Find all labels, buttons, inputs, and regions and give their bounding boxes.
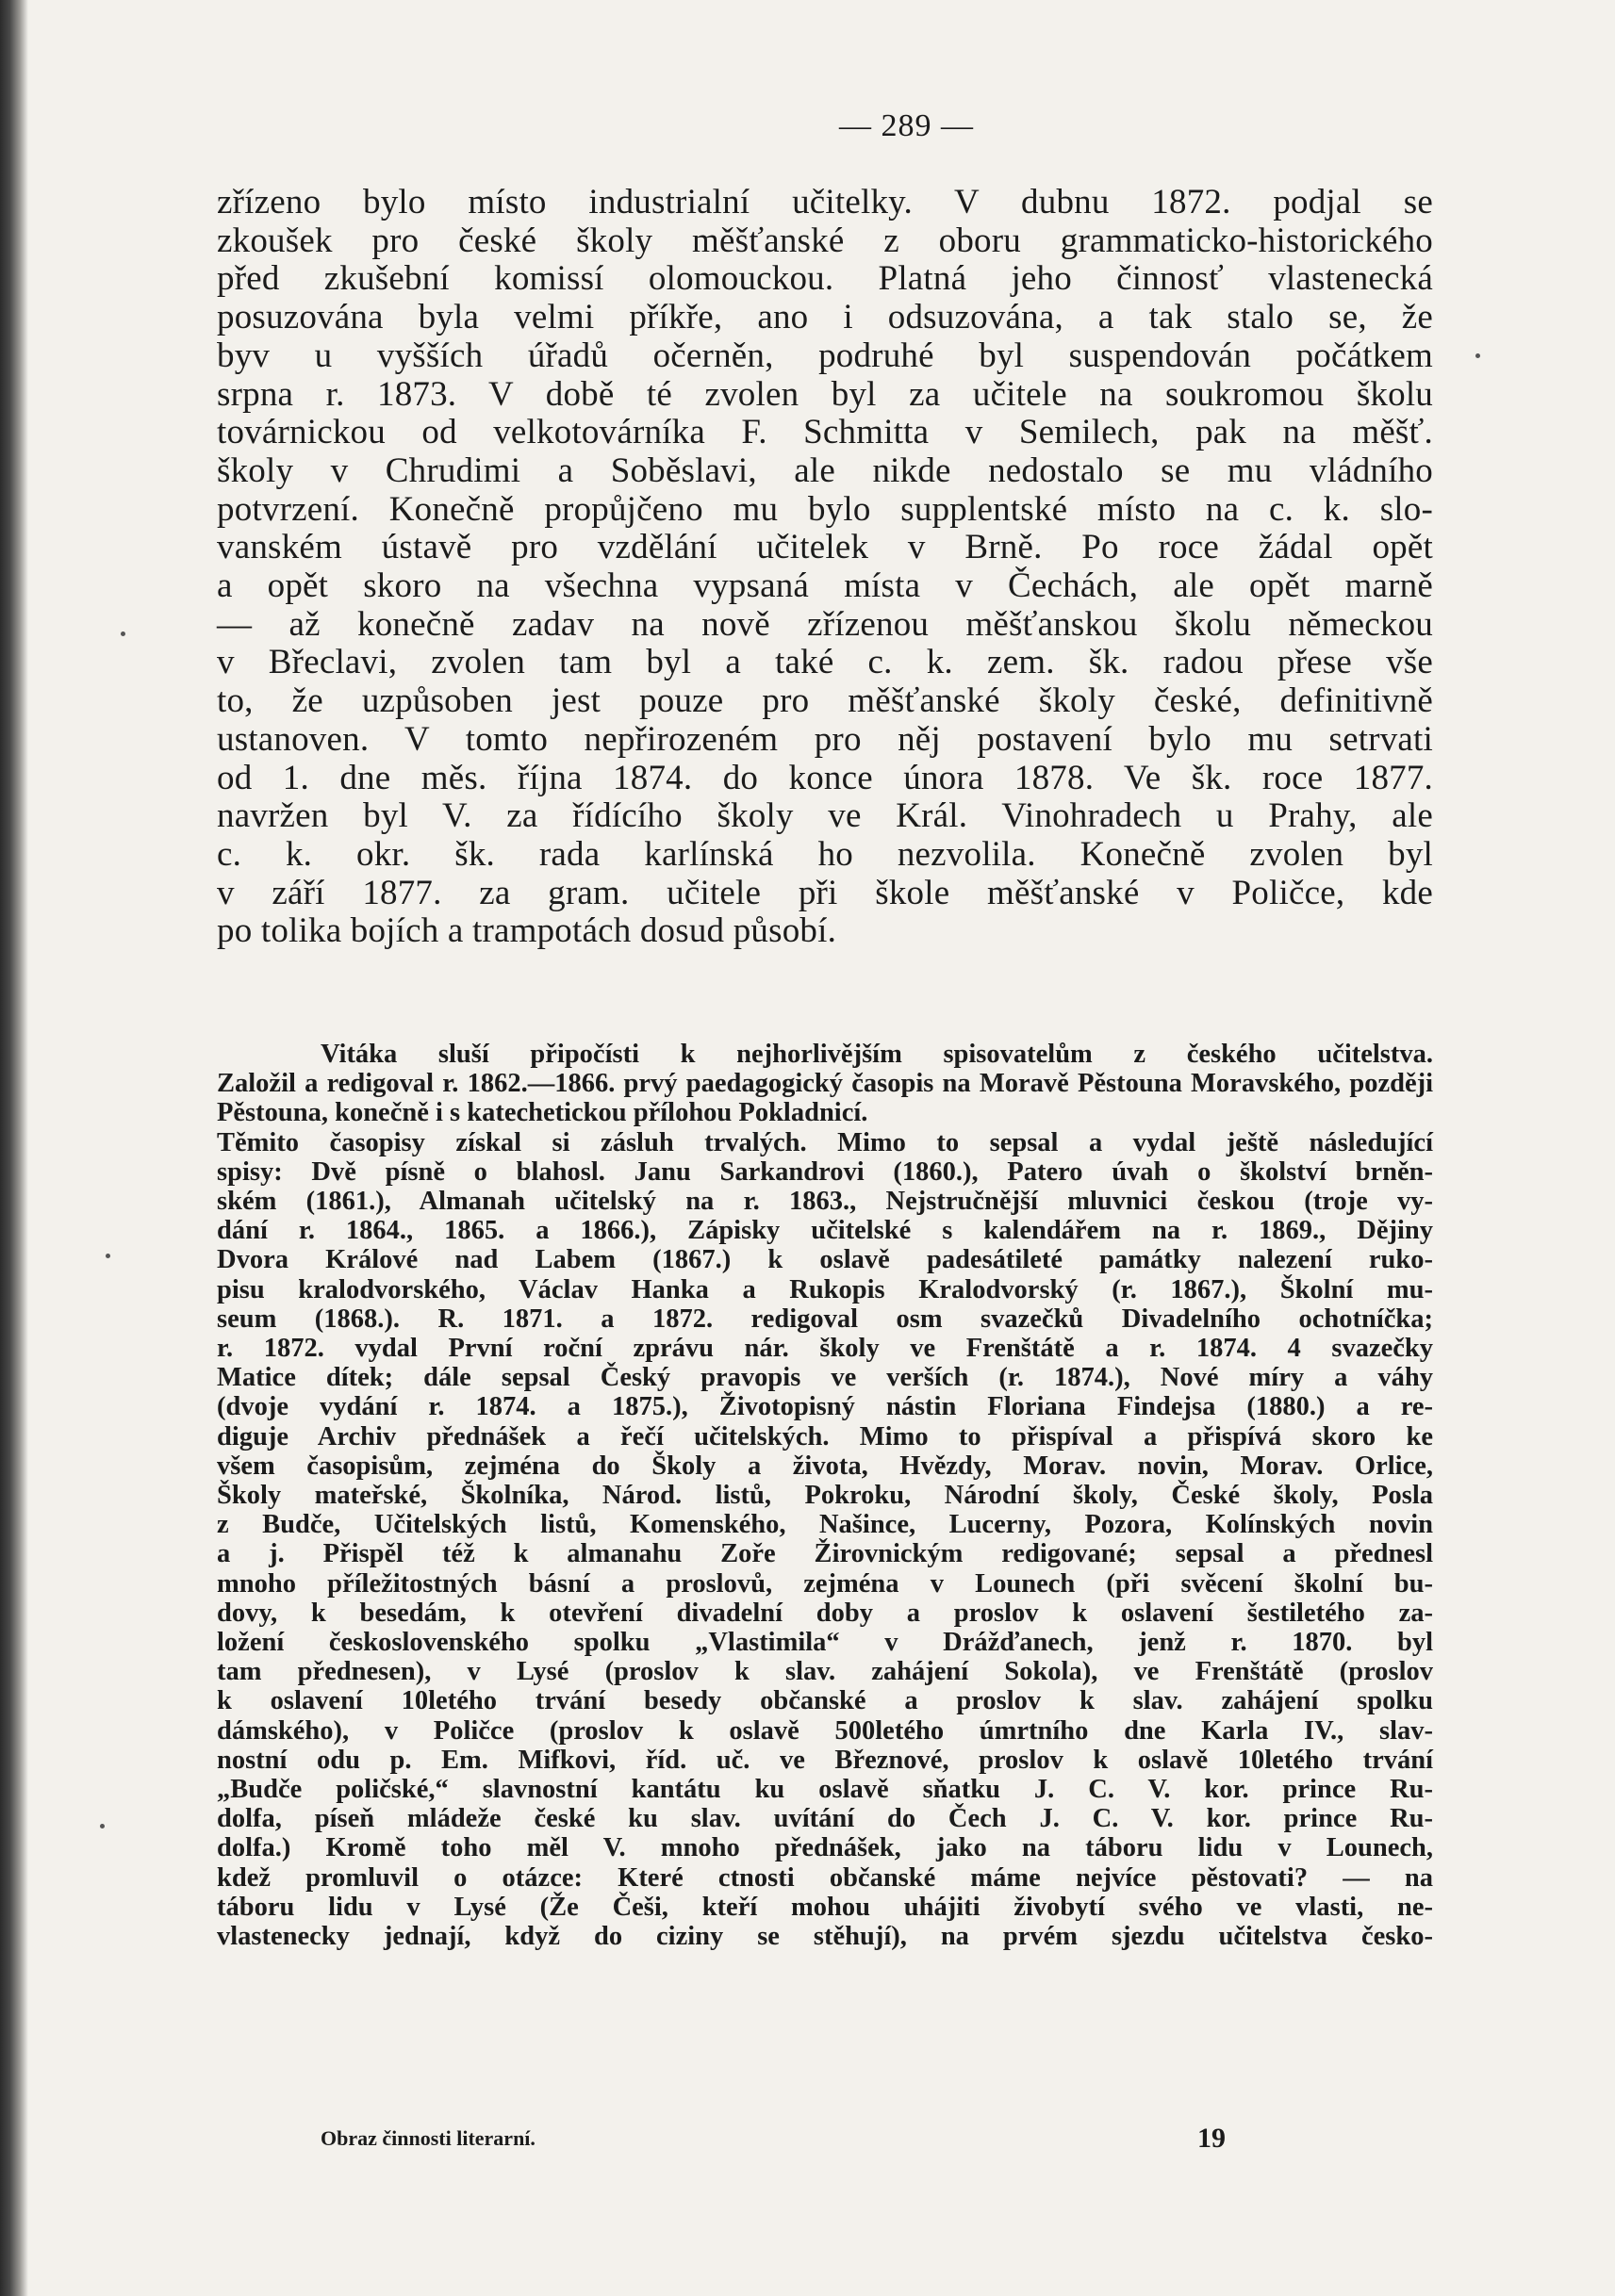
print-speck [1475, 353, 1480, 358]
note-line: tam přednesen), v Lysé (proslov k slav. zahájení Sokola), ve Frenštátě (proslov [217, 1657, 1433, 1687]
main-line: v Břeclavi, zvolen tam byl a také c. k. zem. šk. radou přese vše [217, 643, 1433, 682]
note-line: Dvora Králové nad Labem (1867.) k oslavě padesátileté památky nalezení ruko- [217, 1245, 1433, 1275]
main-line: to, že uzpůsoben jest pouze pro měšťanské školy české, definitivně [217, 681, 1433, 721]
page-footer [321, 2123, 1263, 2154]
note-text [217, 1040, 1433, 1951]
main-line: srpna r. 1873. V době té zvolen byl za učitele na soukromou školu [217, 374, 1433, 414]
print-speck [106, 1254, 110, 1258]
main-line: továrnickou od velkotovárníka F. Schmitta v Semilech, pak na měšť. [217, 413, 1433, 452]
main-line: posuzována byla velmi příkře, ano i odsuzována, a tak stalo se, že [217, 298, 1433, 337]
note-line: seum (1868.). R. 1871. a 1872. redigoval osm svazečků Divadelního ochotníčka; [217, 1304, 1433, 1334]
note-line: ložení československého spolku „Vlastimila“ v Drážďanech, jenž r. 1870. byl [217, 1628, 1433, 1658]
note-line: dolfa.) Kromě toho měl V. mnoho přednášek, jako na táboru lidu v Lounech, [217, 1833, 1433, 1863]
note-line: Vitáka sluší připočísti k nejhorlivějším spisovatelům z českého učitelstva. [321, 1040, 1433, 1069]
main-line: zřízeno bylo místo industrialní učitelky. V dubnu 1872. podjal se [217, 183, 1433, 221]
main-line: po tolika bojích a trampotách dosud působí. [217, 911, 837, 951]
main-line: navržen byl V. za řídícího školy ve Král. Vinohradech u Prahy, ale [217, 796, 1433, 836]
main-line: byv u vyšších úřadů očerněn, podruhé byl suspendován počátkem [217, 336, 1433, 375]
note-line: a j. Přispěl též k almanahu Zoře Žirovnickým redigované; sepsal a přednesl [217, 1539, 1433, 1569]
note-line: nostní odu p. Em. Mifkovi, říd. uč. ve Březnové, proslov k oslavě 10letého trvání [217, 1745, 1433, 1775]
main-line: — až konečně zadav na nově zřízenou měšťanskou školu německou [217, 604, 1433, 644]
main-line: potvrzení. Konečně propůjčeno mu bylo supplentské místo na c. k. slo- [217, 489, 1433, 529]
note-line: dámského), v Poličce (proslov k oslavě 500letého úmrtního dne Karla IV., slav- [217, 1715, 1433, 1746]
main-text [217, 184, 1433, 951]
note-line: Založil a redigoval r. 1862.—1866. prvý paedagogický časopis na Moravě Pěstouna Moravského, později Pěstouna, konečně i s katechetickou přílohou Pokladnicí. [217, 1069, 1433, 1128]
book-binding-edge [0, 0, 28, 2296]
note-line: Školy mateřské, Školníka, Národ. listů, Pokroku, Národní školy, České školy, Posla [217, 1481, 1433, 1511]
note-line: spisy: Dvě písně o blahosl. Janu Sarkandrovi (1860.), Patero úvah o školství brněn- [217, 1156, 1433, 1187]
note-line: „Budče poličské,“ slavnostní kantátu ku oslavě sňatku J. C. V. kor. prince Ru- [217, 1775, 1433, 1805]
main-line: vanském ústavě pro vzdělání učitelek v Brně. Po roce žádal opět [217, 528, 1433, 567]
main-line: ustanoven. V tomto nepřirozeném pro něj postavení bylo mu setrvati [217, 719, 1433, 759]
main-line: zkoušek pro české školy měšťanské z oboru grammaticko-historického [217, 221, 1433, 260]
note-line: Matice dítek; dále sepsal Český pravopis ve verších (r. 1874.), Nové míry a váhy [217, 1363, 1433, 1393]
note-line: vlastenecky jednají, když do ciziny se stěhují), na prvém sjezdu učitelstva česko- [217, 1922, 1433, 1952]
note-line: táboru lidu v Lysé (Že Češi, kteří mohou uhájiti živobytí svého ve vlasti, ne- [217, 1892, 1433, 1922]
note-line: dovy, k besedám, k otevření divadelní doby a proslov k oslavení šestiletého za- [217, 1598, 1433, 1628]
print-speck [100, 1824, 105, 1829]
main-line: od 1. dne měs. října 1874. do konce února 1878. Ve šk. roce 1877. [217, 758, 1433, 797]
note-line: diguje Archiv přednášek a řečí učitelských. Mimo to přispíval a přispívá skoro ke [217, 1421, 1433, 1451]
note-line: r. 1872. vydal První roční zprávu nár. školy ve Frenštátě a r. 1874. 4 svazečky [217, 1334, 1433, 1364]
main-line: před zkušební komissí olomouckou. Platná jeho činnosť vlastenecká [217, 259, 1433, 299]
note-line: všem časopisům, zejména do Školy a života, Hvězdy, Morav. novin, Morav. Orlice, [217, 1451, 1433, 1481]
note-line: mnoho příležitostných básní a proslovů, zejména v Lounech (při svěcení školní bu- [217, 1568, 1433, 1599]
main-line: školy v Chrudimi a Soběslavi, ale nikde nedostalo se mu vládního [217, 451, 1433, 490]
note-line: dání r. 1864., 1865. a 1866.), Zápisky učitelské s kalendářem na r. 1869., Dějiny [217, 1216, 1433, 1246]
note-line: ském (1861.), Almanah učitelský na r. 1863., Nejstručnější mluvnici českou (troje vy- [217, 1187, 1433, 1217]
page-number-text: — 289 — [839, 108, 974, 143]
print-speck [121, 631, 125, 636]
main-line: v září 1877. za gram. učitele při škole měšťanské v Poličce, kde [217, 873, 1433, 912]
note-line: k oslavení 10letého trvání besedy občanské a proslov k slav. zahájení spolku [217, 1686, 1433, 1716]
signature-mark: 19 [1197, 2123, 1226, 2154]
note-line: (dvoje vydání r. 1874. a 1875.), Životopisný nástin Floriana Findejsa (1880.) a re- [217, 1392, 1433, 1422]
note-line: Těmito časopisy získal si zásluh trvalých. Mimo to sepsal a vydal ještě následující [217, 1127, 1433, 1157]
footer-title: Obraz činnosti literarní. [321, 2126, 536, 2150]
note-line: pisu kralodvorského, Václav Hanka a Rukopis Kralodvorský (r. 1867.), Školní mu- [217, 1274, 1433, 1304]
note-line: z Budče, Učitelských listů, Komenského, Našince, Lucerny, Pozora, Kolínských novin [217, 1510, 1433, 1540]
main-line: c. k. okr. šk. rada karlínská ho nezvolila. Konečně zvolen byl [217, 834, 1433, 874]
note-line: dolfa, píseň mládeže české ku slav. uvítání do Čech J. C. V. kor. prince Ru- [217, 1804, 1433, 1834]
note-line: kdež promluvil o otázce: Které ctnosti občanské máme nejvíce pěstovati? — na [217, 1862, 1433, 1893]
main-line: a opět skoro na všechna vypsaná místa v Čechách, ale opět marně [217, 566, 1433, 606]
page-number [0, 108, 1615, 144]
